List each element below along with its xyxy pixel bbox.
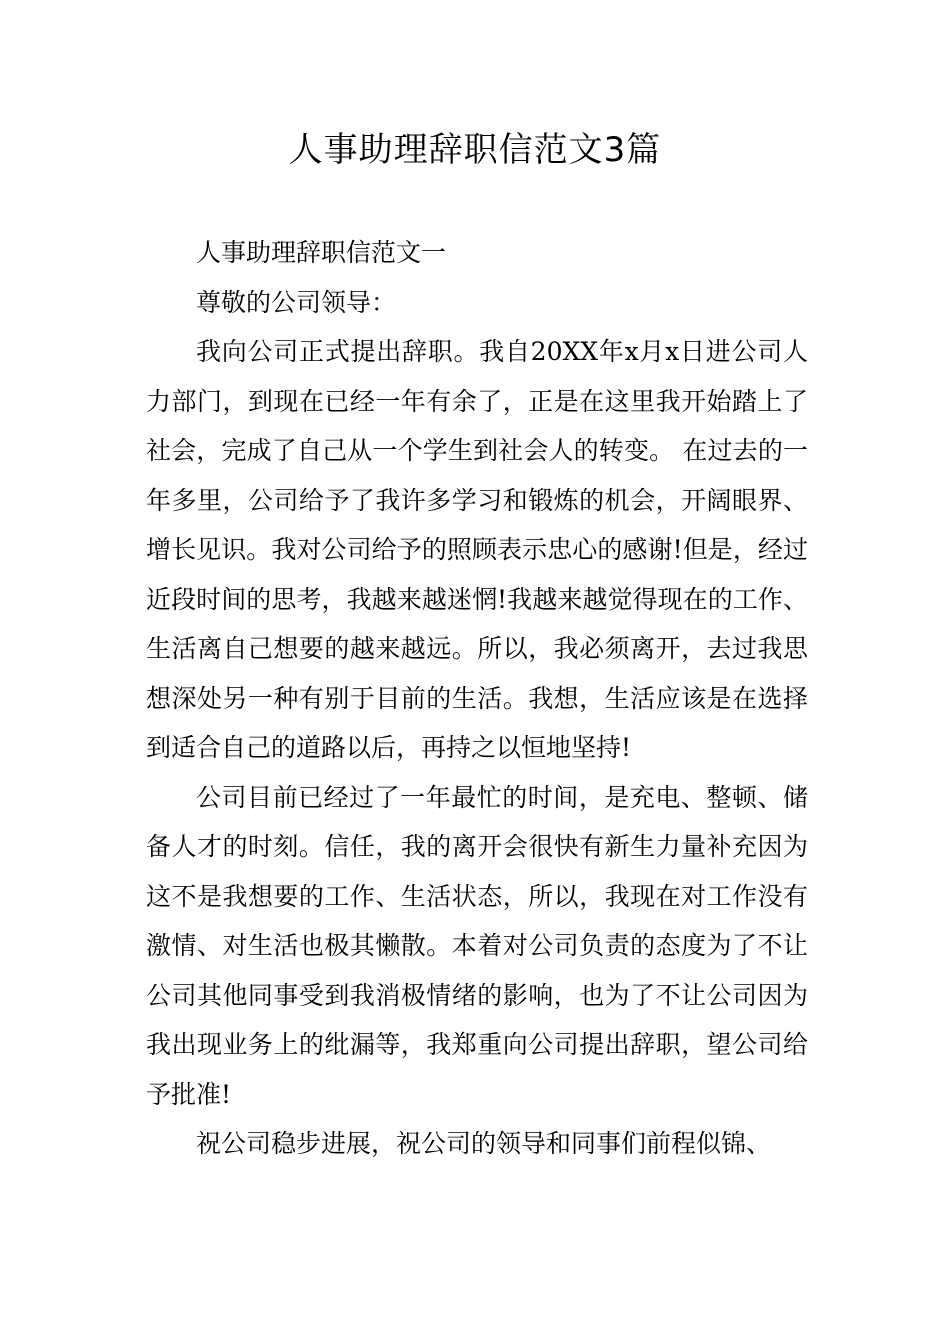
document-body xyxy=(146,228,808,1169)
section-heading: 人事助理辞职信范文一 xyxy=(196,238,447,267)
salutation: 尊敬的公司领导： xyxy=(196,287,397,317)
document-title: 人事助理辞职信范文3篇 xyxy=(288,130,662,170)
body-paragraph: 我向公司正式提出辞职。我自20XX年x月x日进公司人力部门，到现在已经一年有余了，正是在这里我开始踏上了社会，完成了自己从一个学生到社会人的转变。 在过去的一年多里，公司给予了我许多学习和锻炼的机会，开阔眼界、增长见识。我对公司给予的照顾表示忠心的感谢!但是，经过近段时间的思考，我越来越迷惘!我越来越觉得现在的工作、生活离自己想要的越来越远。所以，我必须离开，去过我思想深处另一种有别于目前的生活。我想，生活应该是在选择到适合自己的道路以后，再持之以恒地坚持! xyxy=(146,337,808,762)
body-paragraph: 公司目前已经过了一年最忙的时间，是充电、整顿、储备人才的时刻。信任，我的离开会很快有新生力量补充因为这不是我想要的工作、生活状态，所以，我现在对工作没有激情、对生活也极其懒散。本着对公司负责的态度为了不让公司其他同事受到我消极情绪的影响，也为了不让公司因为我出现业务上的纰漏等，我郑重向公司提出辞职，望公司给予批准! xyxy=(146,782,808,1109)
body-paragraph: 祝公司稳步进展，祝公司的领导和同事们前程似锦、 xyxy=(196,1129,772,1158)
